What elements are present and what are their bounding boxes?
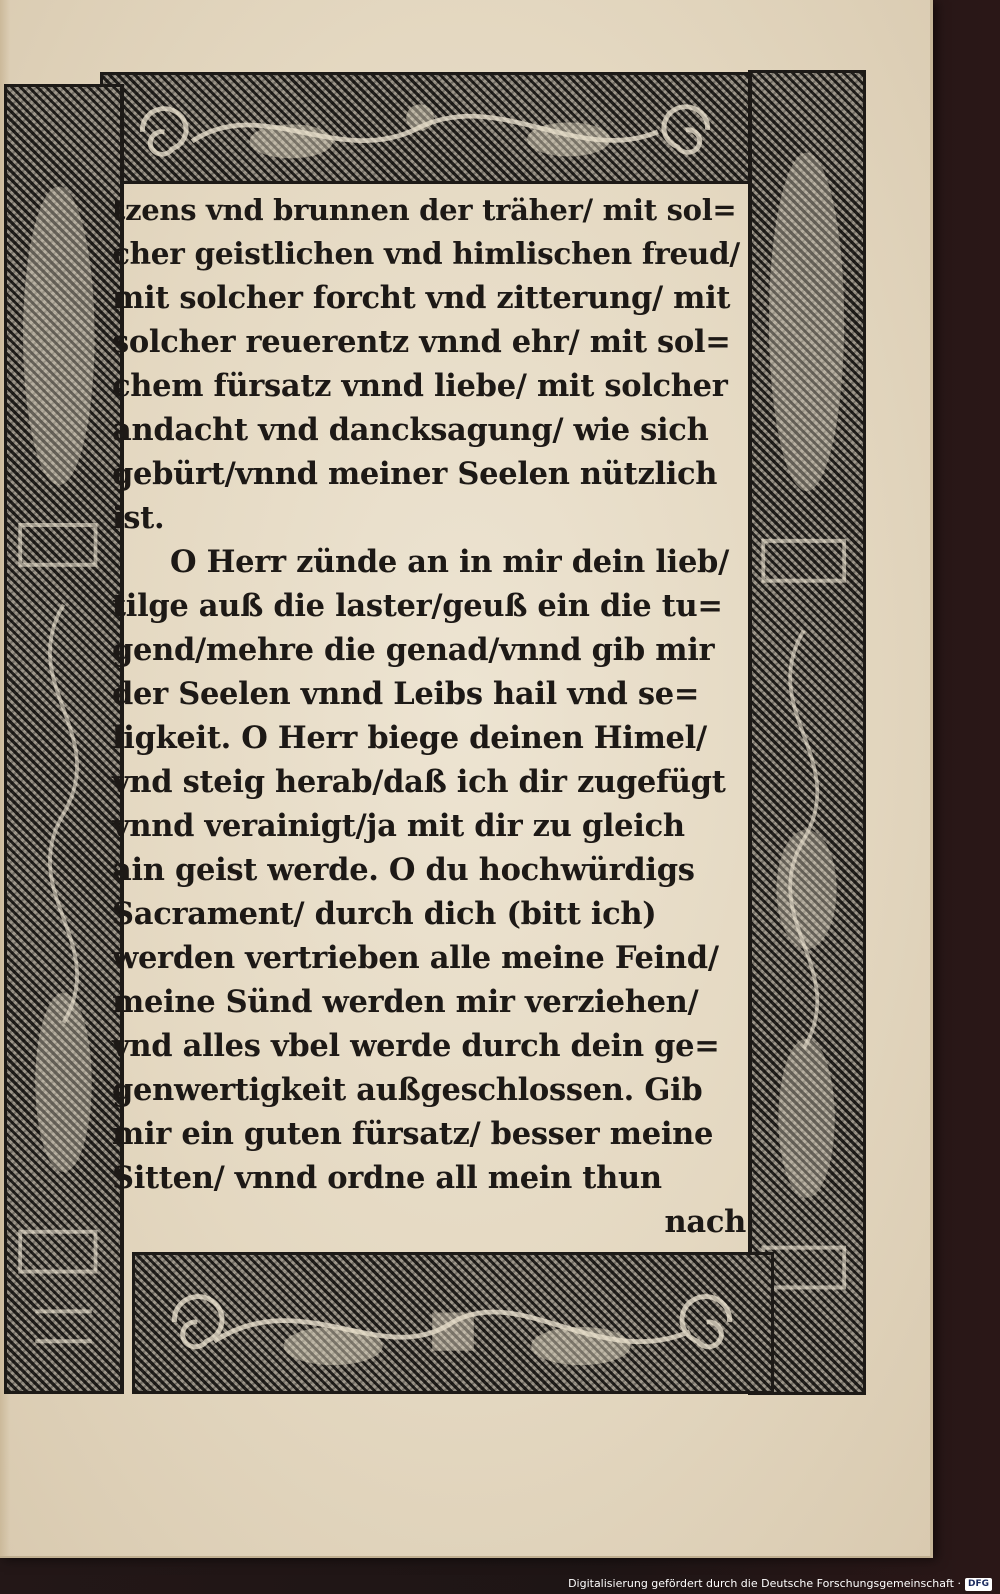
text-line: vnnd verainigt/ja mit dir zu gleich (112, 808, 685, 844)
credit-text: Digitalisierung gefördert durch die Deutsche Forschungsgemeinschaft · (568, 1577, 961, 1590)
text-line: genwertigkeit außgeschlossen. Gib (112, 1072, 703, 1108)
text-line: vnd alles vbel werde durch dein ge= (112, 1028, 720, 1064)
catchword: nach (664, 1204, 746, 1240)
text-line: Sacrament/ durch dich (bitt ich) (112, 896, 657, 932)
text-line: tilge auß die laster/geuß ein die tu= (112, 588, 723, 624)
ornament-bottom (135, 1255, 771, 1391)
text-line: ist. (112, 500, 165, 536)
text-line: chem fürsatz vnnd liebe/ mit solcher (112, 368, 728, 404)
paragraph-start-line: O Herr zünde an in mir dein lieb/ (170, 544, 729, 580)
text-line: solcher reuerentz vnnd ehr/ mit sol= (112, 324, 731, 360)
text-line: gend/mehre die genad/vnnd gib mir (112, 632, 715, 668)
text-line: mir ein guten fürsatz/ besser meine (112, 1116, 714, 1152)
text-line: andacht vnd dancksagung/ wie sich (112, 412, 709, 448)
woodcut-border-bottom (132, 1252, 774, 1394)
text-line: gebürt/vnnd meiner Seelen nützlich (112, 456, 718, 492)
ornament-right (752, 73, 863, 1392)
dfg-logo: DFG (965, 1578, 992, 1591)
ornament-left (7, 87, 120, 1391)
text-line: ain geist werde. O du hochwürdigs (112, 852, 695, 888)
woodcut-border-right (748, 70, 866, 1395)
text-line: mit solcher forcht vnd zitterung/ mit (112, 280, 731, 316)
text-block (112, 188, 746, 1248)
text-line: ligkeit. O Herr biege deinen Himel/ (112, 720, 707, 756)
text-line: meine Sünd werden mir verziehen/ (112, 984, 699, 1020)
digitization-credit (568, 1574, 992, 1594)
text-line: werden vertrieben alle meine Feind/ (112, 940, 719, 976)
text-line: der Seelen vnnd Leibs hail vnd se= (112, 676, 700, 712)
text-line: cher geistlichen vnd himlischen freud/ (112, 236, 740, 271)
text-line: tzens vnd brunnen der träher/ mit sol= (112, 193, 737, 227)
woodcut-border-top (100, 72, 754, 184)
ornament-top (103, 75, 751, 181)
woodcut-border-left (4, 84, 124, 1394)
text-line: vnd steig herab/daß ich dir zugefügt (112, 764, 726, 800)
text-line: Sitten/ vnnd ordne all mein thun (112, 1160, 662, 1196)
